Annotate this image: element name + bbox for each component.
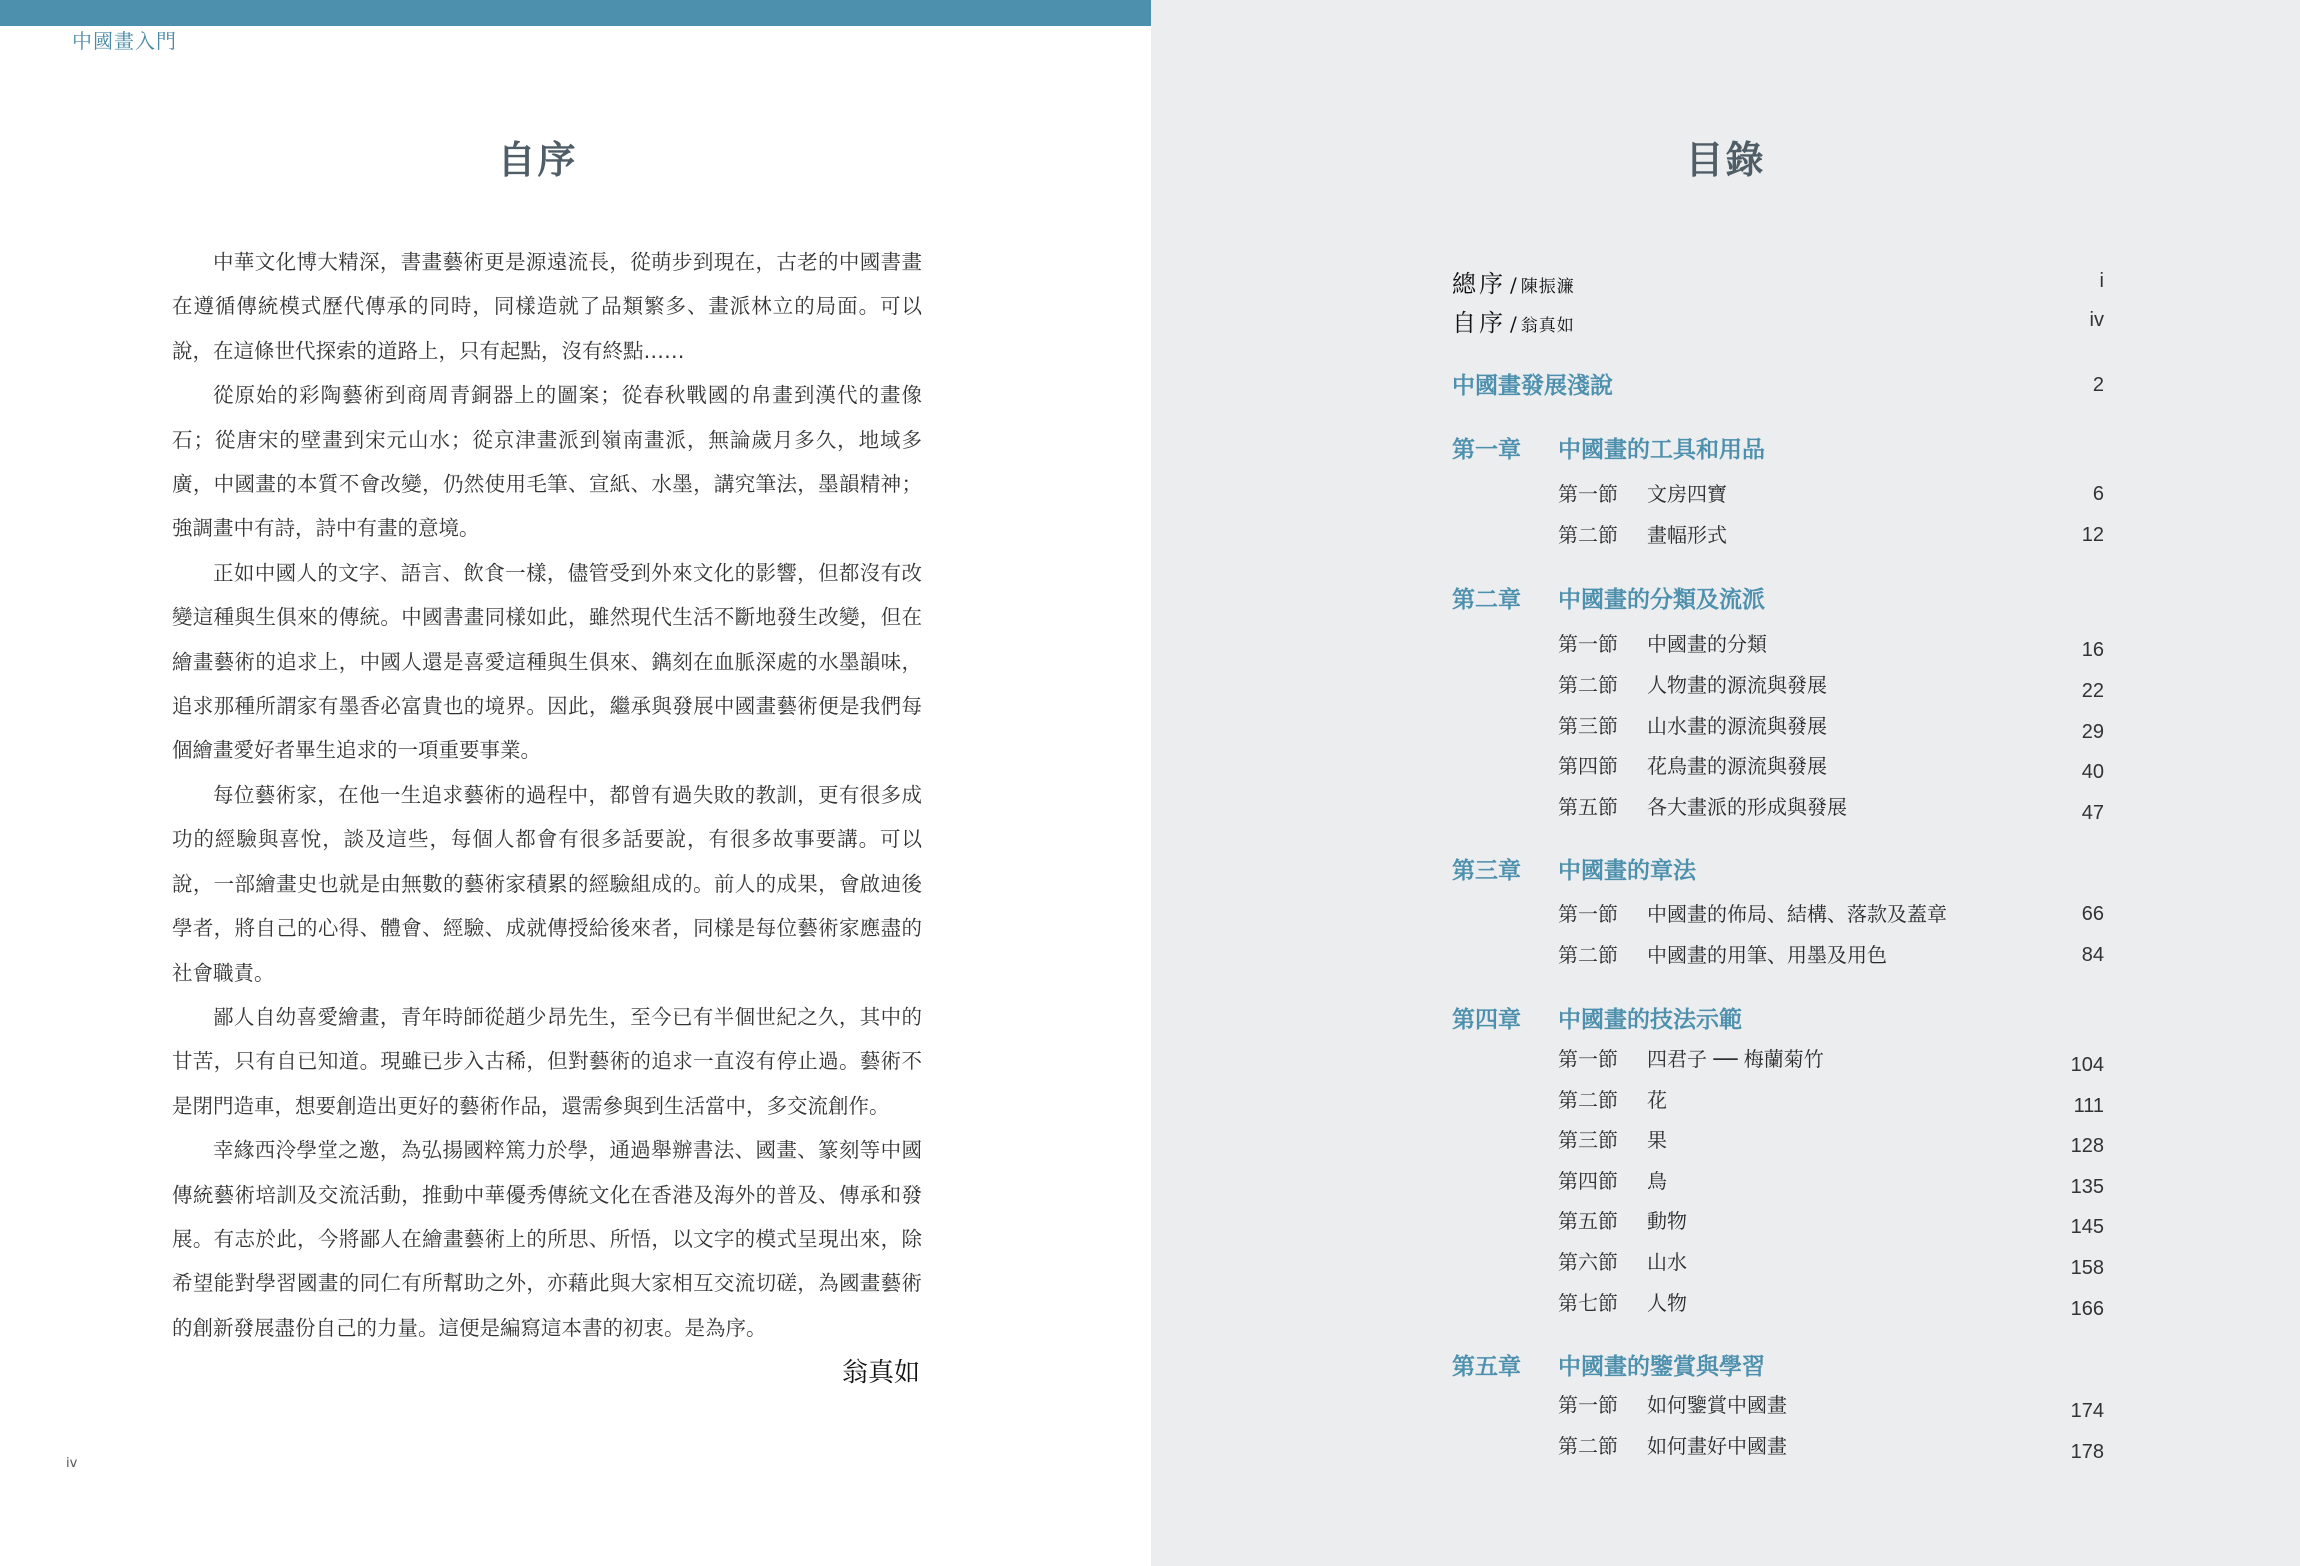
toc-page-number: 178 (2070, 1441, 2104, 1463)
toc-page-number: 16 (2081, 639, 2104, 661)
toc-page-number: 40 (2081, 761, 2104, 783)
section-label: 第二節 (1558, 523, 1618, 547)
section-title: 文房四寶 (1647, 482, 1727, 506)
section-label: 第三節 (1558, 714, 1618, 738)
section-title: 中國畫的用筆、用墨及用色 (1647, 943, 1887, 967)
toc-section[interactable] (1452, 896, 2104, 932)
toc-entry-author-preface[interactable] (1452, 305, 2104, 341)
chapter-label: 第二章 (1452, 587, 1521, 613)
toc-title: 目錄 (1685, 138, 1766, 182)
toc-page-number: 111 (2073, 1095, 2104, 1117)
separator: / (1510, 273, 1517, 297)
toc-entry-general-preface[interactable] (1452, 266, 2104, 302)
toc-chapter-5[interactable] (1452, 1349, 2104, 1385)
toc-page-number: 128 (2070, 1135, 2104, 1157)
toc-entry-title: 自序 (1452, 309, 1506, 337)
toc-section[interactable] (1452, 748, 2104, 784)
toc-section[interactable] (1452, 1285, 2104, 1321)
header-color-bar (0, 0, 1151, 26)
section-label: 第一節 (1558, 632, 1618, 656)
toc-chapter-2[interactable] (1452, 582, 2104, 618)
toc-page-number: 29 (2081, 721, 2104, 743)
section-label: 第七節 (1558, 1291, 1618, 1315)
preface-paragraph: 鄙人自幼喜愛繪畫，青年時師從趙少昂先生，至今已有半個世紀之久，其中的甘苦，只有自已知道。現雖已步入古稀，但對藝術的追求一直沒有停止過。藝術不是閉門造車，想要創造出更好的藝術作品，還需參與到生活當中，多交流創作。 (172, 1004, 922, 1118)
toc-page-number: i (2099, 270, 2104, 292)
toc-entry-author: 翁真如 (1520, 316, 1575, 336)
toc-page-number: iv (2089, 309, 2104, 331)
section-title: 果 (1647, 1128, 1667, 1152)
section-label: 第四節 (1558, 754, 1618, 778)
section-label: 第二節 (1558, 943, 1618, 967)
toc-page-number: 47 (2081, 802, 2104, 824)
toc-section[interactable] (1452, 937, 2104, 973)
toc-page-number: 166 (2070, 1298, 2104, 1320)
running-head: 中國畫入門 (72, 29, 177, 53)
section-label: 第一節 (1558, 1393, 1618, 1417)
chapter-title: 中國畫的章法 (1558, 858, 1696, 884)
section-title: 鳥 (1647, 1169, 1667, 1193)
toc-section[interactable] (1452, 626, 2104, 662)
section-label: 第三節 (1558, 1128, 1618, 1152)
section-title: 人物畫的源流與發展 (1647, 673, 1827, 697)
section-title: 四君子 ── 梅蘭菊竹 (1647, 1047, 1824, 1071)
section-label: 第五節 (1558, 795, 1618, 819)
chapter-label: 第五章 (1452, 1354, 1521, 1380)
section-label: 第二節 (1558, 1434, 1618, 1458)
toc-section[interactable] (1452, 667, 2104, 703)
toc-section[interactable] (1452, 708, 2104, 744)
chapter-title: 中國畫的鑒賞與學習 (1558, 1354, 1765, 1380)
chapter-label: 第三章 (1452, 858, 1521, 884)
toc-page-number: 135 (2070, 1176, 2104, 1198)
section-title: 如何畫好中國畫 (1647, 1434, 1787, 1458)
toc-entry-author: 陳振濂 (1520, 277, 1575, 297)
toc-page-number: 84 (2081, 944, 2104, 966)
toc-entry-title: 總序 (1452, 270, 1506, 298)
preface-paragraph: 中華文化博大精深，書畫藝術更是源遠流長，從萌步到現在，古老的中國書畫在遵循傳統模式歷代傳承的同時，同樣造就了品類繁多、畫派林立的局面。可以說，在這條世代探索的道路上，只有起點，沒有終點…… (172, 250, 922, 363)
toc-page-number: 158 (2070, 1257, 2104, 1279)
section-title: 人物 (1647, 1291, 1687, 1315)
toc-entry-title: 中國畫發展淺說 (1452, 373, 1613, 399)
toc-page-number: 145 (2070, 1216, 2104, 1238)
toc-section[interactable] (1452, 789, 2104, 825)
toc-page-number: 6 (2092, 483, 2104, 505)
section-title: 動物 (1647, 1209, 1687, 1233)
section-title: 畫幅形式 (1647, 523, 1727, 547)
section-label: 第五節 (1558, 1209, 1618, 1233)
toc-chapter-4[interactable] (1452, 1002, 2104, 1038)
toc-chapter-3[interactable] (1452, 853, 2104, 889)
toc-page-number: 174 (2070, 1400, 2104, 1422)
toc-section[interactable] (1452, 1041, 2104, 1077)
toc-section[interactable] (1452, 1082, 2104, 1118)
toc-section[interactable] (1452, 1387, 2104, 1423)
toc-section[interactable] (1452, 1122, 2104, 1158)
section-label: 第六節 (1558, 1250, 1618, 1274)
chapter-label: 第一章 (1452, 437, 1521, 463)
toc-entry-intro[interactable] (1452, 368, 2104, 404)
page-number: iv (66, 1456, 78, 1471)
toc-page-number: 2 (2092, 374, 2104, 396)
toc-section[interactable] (1452, 1163, 2104, 1199)
toc-section[interactable] (1452, 1244, 2104, 1280)
section-title: 各大畫派的形成與發展 (1647, 795, 1847, 819)
toc-page-number: 104 (2070, 1054, 2104, 1076)
section-label: 第一節 (1558, 1047, 1618, 1071)
section-title: 山水 (1647, 1250, 1687, 1274)
section-title: 中國畫的佈局、結構、落款及蓋章 (1647, 902, 1947, 926)
section-label: 第二節 (1558, 673, 1618, 697)
section-title: 中國畫的分類 (1647, 632, 1767, 656)
section-title: 如何鑒賞中國畫 (1647, 1393, 1787, 1417)
chapter-title: 中國畫的技法示範 (1558, 1007, 1742, 1033)
toc-page-number: 66 (2081, 903, 2104, 925)
toc-section[interactable] (1452, 1428, 2104, 1464)
preface-body (172, 240, 922, 1350)
toc-chapter-1[interactable] (1452, 432, 2104, 468)
author-signature: 翁真如 (841, 1358, 920, 1388)
section-title: 花 (1647, 1088, 1667, 1112)
section-label: 第二節 (1558, 1088, 1618, 1112)
section-label: 第四節 (1558, 1169, 1618, 1193)
toc-section[interactable] (1452, 517, 2104, 553)
toc-section[interactable] (1452, 1203, 2104, 1239)
preface-paragraph: 從原始的彩陶藝術到商周青銅器上的圖案；從春秋戰國的帛畫到漢代的畫像石；從唐宋的壁畫到宋元山水；從京津畫派到嶺南畫派，無論歲月多久，地域多廣，中國畫的本質不會改變，仍然使用毛筆、宣紙、水墨，講究筆法，墨韻精神；強調畫中有詩，詩中有畫的意境。 (172, 383, 922, 541)
preface-paragraph: 幸緣西泠學堂之邀，為弘揚國粹篤力於學，通過舉辦書法、國畫、篆刻等中國傳統藝術培訓及交流活動，推動中華優秀傳統文化在香港及海外的普及、傳承和發展。有志於此，今將鄙人在繪畫藝術上的所思、所悟，以文字的模式呈現出來，除希望能對學習國畫的同仁有所幫助之外，亦藉此與大家相互交流切磋，為國畫藝術的創新發展盡份自己的力量。這便是編寫這本書的初衷。是為序。 (172, 1138, 922, 1340)
preface-title: 自序 (497, 138, 578, 182)
preface-paragraph: 每位藝術家，在他一生追求藝術的過程中，都曾有過失敗的教訓，更有很多成功的經驗與喜悅，談及這些，每個人都會有很多話要說，有很多故事要講。可以說，一部繪畫史也就是由無數的藝術家積累的經驗組成的。前人的成果，會啟迪後學者，將自己的心得、體會、經驗、成就傳授給後來者，同樣是每位藝術家應盡的社會職責。 (172, 782, 922, 985)
section-title: 花鳥畫的源流與發展 (1647, 754, 1827, 778)
toc-section[interactable] (1452, 476, 2104, 512)
chapter-title: 中國畫的工具和用品 (1558, 437, 1765, 463)
preface-paragraph: 正如中國人的文字、語言、飲食一樣，儘管受到外來文化的影響，但都沒有改變這種與生俱來的傳統。中國書畫同樣如此，雖然現代生活不斷地發生改變，但在繪畫藝術的追求上，中國人還是喜愛這種與生俱來、鐫刻在血脈深處的水墨韻味，追求那種所謂家有墨香必富貴也的境界。因此，繼承與發展中國畫藝術便是我們每個繪畫愛好者畢生追求的一項重要事業。 (172, 560, 922, 763)
chapter-title: 中國畫的分類及流派 (1558, 587, 1765, 613)
chapter-label: 第四章 (1452, 1007, 1521, 1033)
separator: / (1510, 312, 1517, 336)
toc-page-number: 22 (2081, 680, 2104, 702)
toc-page-number: 12 (2081, 524, 2104, 546)
section-label: 第一節 (1558, 902, 1618, 926)
section-title: 山水畫的源流與發展 (1647, 714, 1827, 738)
section-label: 第一節 (1558, 482, 1618, 506)
